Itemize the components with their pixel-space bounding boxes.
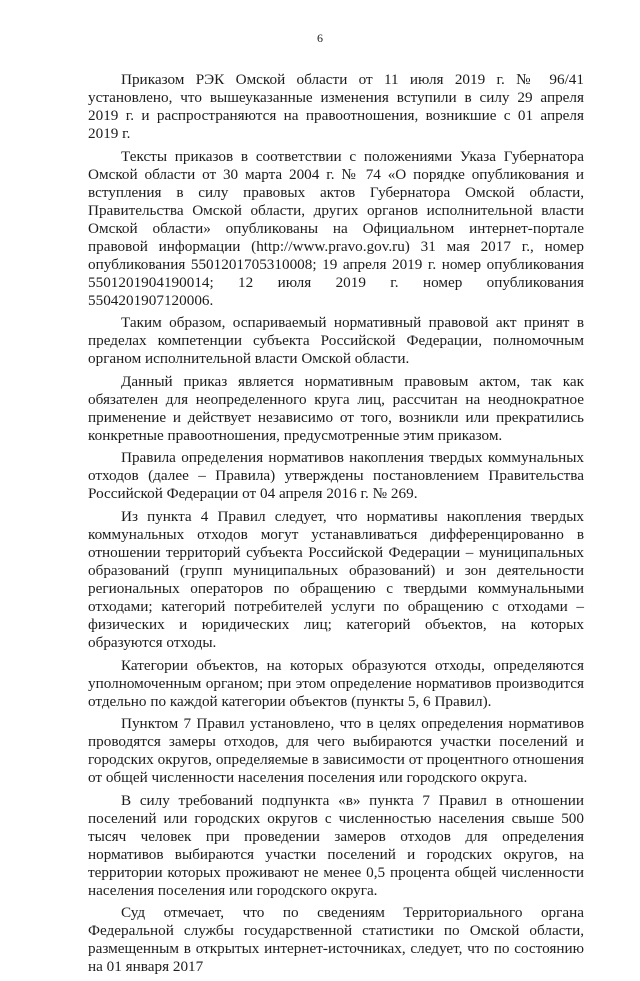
paragraph: Категории объектов, на которых образуются отходы, определяются уполномоченным органом; при этом определение нормативов производится отдельно по каждой категории объектов (пункты 5, 6 Правил). <box>88 656 584 710</box>
paragraph: В силу требований подпункта «в» пункта 7 Правил в отношении поселений или городских округов с численностью населения свыше 500 тысяч человек при проведении замеров отходов для определения нормативов выбираются участки поселений и городских округов, на территории которых проживают не менее 0,5 процента общей численности населения поселения или городского округа. <box>88 791 584 899</box>
paragraph: Таким образом, оспариваемый нормативный правовой акт принят в пределах компетенции субъекта Российской Федерации, полномочным органом исполнительной власти Омской области. <box>88 314 584 368</box>
paragraph: Приказом РЭК Омской области от 11 июля 2019 г. № 96/41 установлено, что вышеуказанные изменения вступили в силу 29 апреля 2019 г. и распространяются на правоотношения, возникшие с 01 апреля 2019 г. <box>88 71 584 142</box>
paragraph: Правила определения нормативов накопления твердых коммунальных отходов (далее – Правила) утверждены постановлением Правительства Российской Федерации от 04 апреля 2016 г. № 269. <box>88 449 584 503</box>
page-number: 6 <box>317 31 323 45</box>
paragraph: Суд отмечает, что по сведениям Территориального органа Федеральной службы государственной статистики по Омской области, размещенным в открытых интернет-источниках, следует, что по состоянию на 01 января 2017 <box>88 904 584 976</box>
document-body <box>88 71 584 981</box>
paragraph: Данный приказ является нормативным правовым актом, так как обязателен для неопределенного круга лиц, рассчитан на неоднократное применение и действует независимо от того, возникли или прекратились конкретные правоотношения, предусмотренные этим приказом. <box>88 372 584 444</box>
paragraph: Тексты приказов в соответствии с положениями Указа Губернатора Омской области от 30 марта 2004 г. № 74 «О порядке опубликования и вступления в силу правовых актов Губернатора Омской области, Правительства Омской области, других органов исполнительной власти Омской области» опубликованы на Официальном интернет-портале правовой информации (http://www.pravo.gov.ru) 31 мая 2017 г., номер опубликования 5501201705310008; 19 апреля 2019 г. номер опубликования 5501201904190014; 12 июля 2019 г. номер опубликования 5504201907120006. <box>88 147 584 309</box>
paragraph: Пунктом 7 Правил установлено, что в целях определения нормативов проводятся замеры отходов, для чего выбираются участки поселений и городских округов, определяемые в зависимости от процентного отношения от общей численности населения поселения или городского округа. <box>88 715 584 787</box>
paragraph: Из пункта 4 Правил следует, что нормативы накопления твердых коммунальных отходов могут устанавливаться дифференцированно в отношении территорий субъекта Российской Федерации – муниципальных образований (групп муниципальных образований) и зон деятельности региональных операторов по обращению с твердыми коммунальными отходами; категорий потребителей услуги по обращению с отходами – физических и юридических лиц; категорий объектов, на которых образуются отходы. <box>88 507 584 651</box>
